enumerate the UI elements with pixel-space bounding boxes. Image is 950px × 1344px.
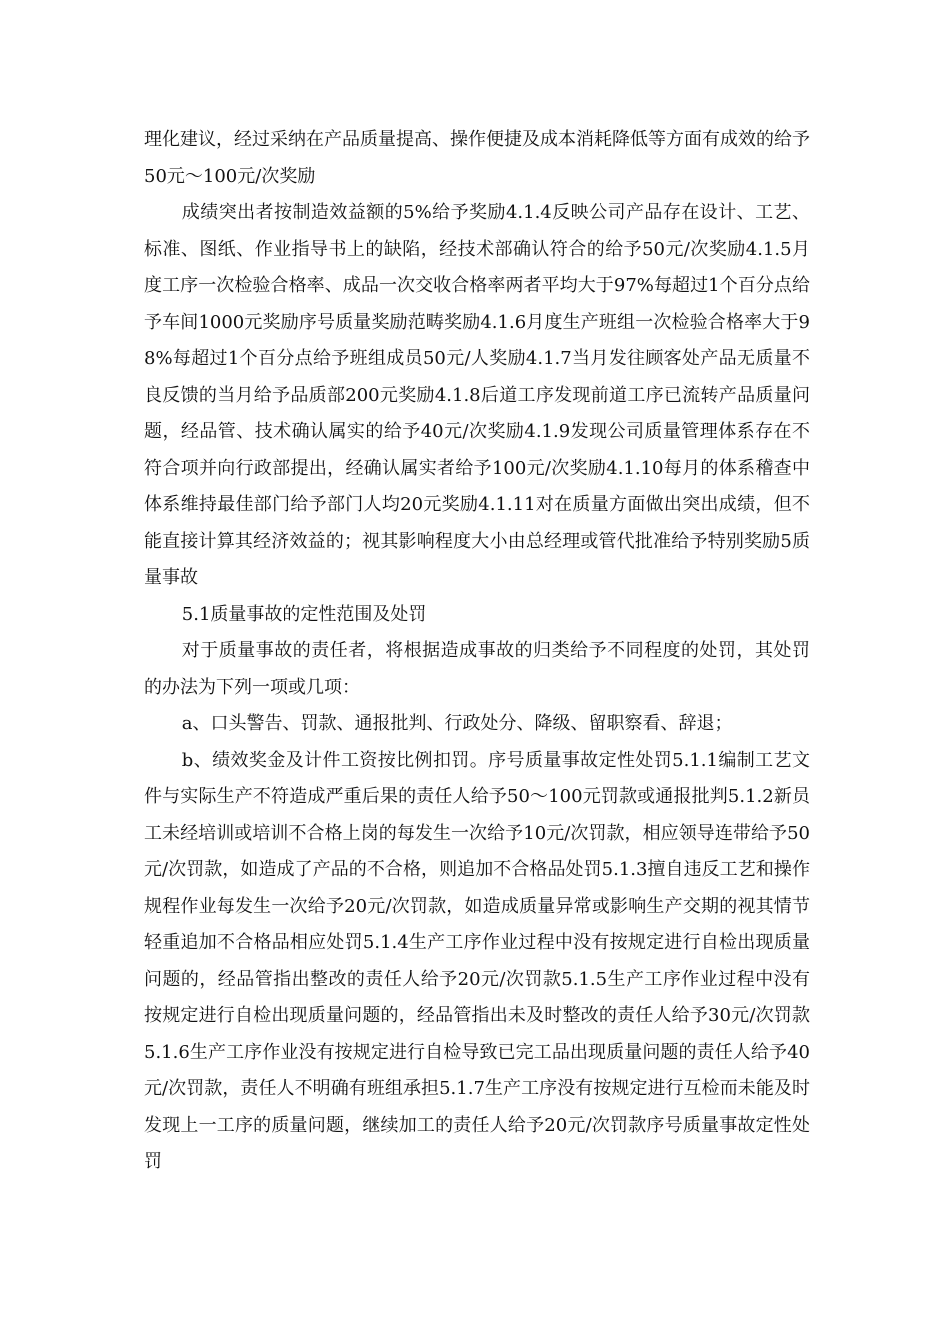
paragraph-reward-items: 成绩突出者按制造效益额的5%给予奖励4.1.4反映公司产品存在设计、工艺、标准、图纸、作业指导书上的缺陷，经技术部确认符合的给予50元/次奖励4.1.5月度工序一次检验合格率、成品一次交收合格率两者平均大于97%每超过1个百分点给予车间1000元奖励序号质量奖励范畴奖励4.1.6月度生产班组一次检验合格率大于98%每超过1个百分点给予班组成员50元/人奖励4.1.7当月发往顾客处产品无质量不良反馈的当月给予品质部200元奖励4.1.8后道工序发现前道工序已流转产品质量问题，经品管、技术确认属实的给予40元/次奖励4.1.9发现公司质量管理体系存在不符合项并向行政部提出，经确认属实者给予100元/次奖励4.1.10每月的体系稽查中体系维持最佳部门给予部门人均20元奖励4.1.11对在质量方面做出突出成绩，但不能直接计算其经济效益的；视其影响程度大小由总经理或管代批准给予特别奖励5质量事故	[144, 202, 810, 588]
section-heading-5-1: 5.1质量事故的定性范围及处罚	[181, 603, 427, 625]
list-item-b: b、绩效奖金及计件工资按比例扣罚。序号质量事故定性处罚5.1.1编制工艺文件与实际生产不符造成严重后果的责任人给予50～100元罚款或通报批判5.1.2新员工未经培训或培训不合格上岗的每发生一次给予10元/次罚款，相应领导连带给予50元/次罚款，如造成了产品的不合格，则追加不合格品处罚5.1.3擅自违反工艺和操作规程作业每发生一次给予20元/次罚款，如造成质量异常或影响生产交期的视其情节轻重追加不合格品相应处罚5.1.4生产工序作业过程中没有按规定进行自检出现质量问题的，经品管指出整改的责任人给予20元/次罚款5.1.5生产工序作业过程中没有按规定进行自检出现质量问题的，经品管指出未及时整改的责任人给予30元/次罚款5.1.6生产工序作业没有按规定进行自检导致已完工品出现质量问题的责任人给予40元/次罚款，责任人不明确有班组承担5.1.7生产工序没有按规定进行互检而未能及时发现上一工序的质量问题，继续加工的责任人给予20元/次罚款序号质量事故定性处罚	[144, 749, 810, 1172]
paragraph-penalty-intro: 对于质量事故的责任者，将根据造成事故的归类给予不同程度的处罚，其处罚的办法为下列一项或几项：	[144, 640, 810, 698]
paragraph-rationalization-reward: 理化建议，经过采纳在产品质量提高、操作便捷及成本消耗降低等方面有成效的给予50元～100元/次奖励	[144, 129, 810, 187]
list-item-a: a、口头警告、罚款、通报批判、行政处分、降级、留职察看、辞退；	[181, 713, 733, 734]
document-body	[144, 122, 810, 1181]
